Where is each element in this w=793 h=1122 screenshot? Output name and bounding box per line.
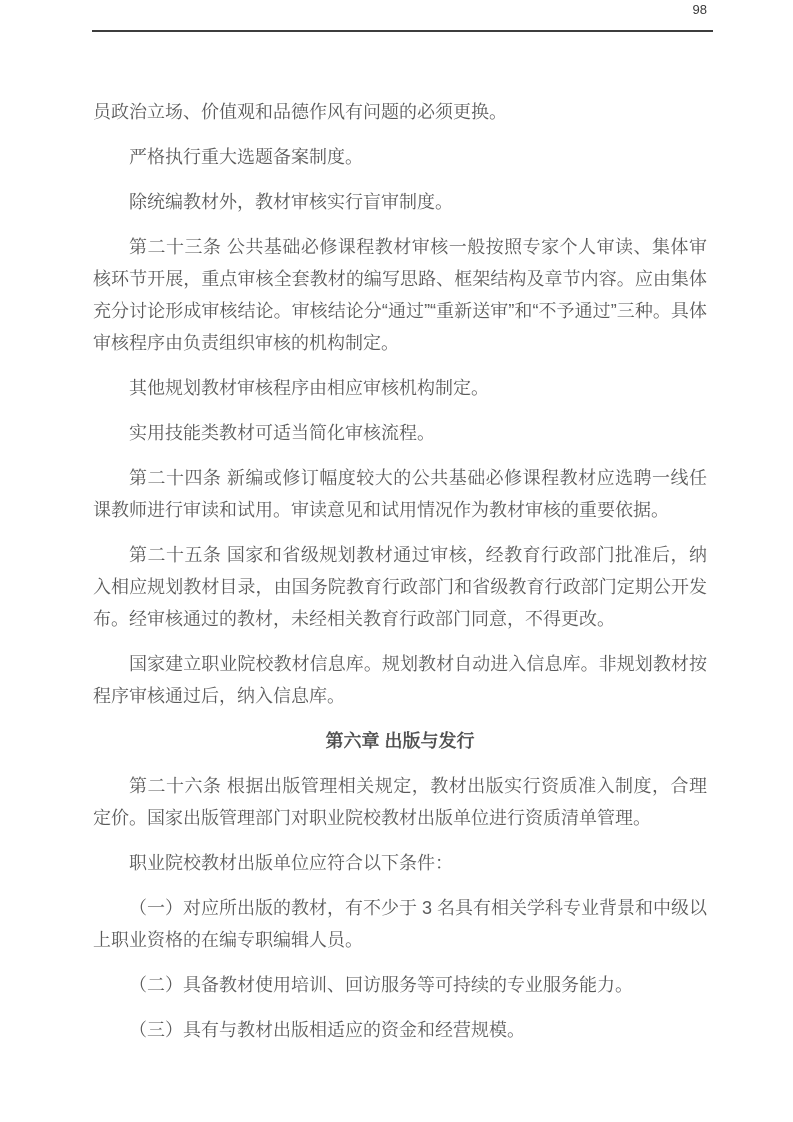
paragraph: 其他规划教材审核程序由相应审核机构制定。 [129, 378, 489, 398]
paragraph-article-24: 第二十四条 新编或修订幅度较大的公共基础必修课程教材应选聘一线任课教师进行审读和试用。审读意见和试用情况作为教材审核的重要依据。 [93, 468, 707, 520]
paragraph: 员政治立场、价值观和品德作风有问题的必须更换。 [93, 102, 507, 122]
paragraph-article-23: 第二十三条 公共基础必修课程教材审核一般按照专家个人审读、集体审核环节开展，重点审核全套教材的编写思路、框架结构及章节内容。应由集体充分讨论形成审核结论。审核结论分“通过”“重新送审”和“不予通过”三种。具体审核程序由负责组织审核的机构制定。 [93, 237, 707, 353]
list-item-3: （三）具有与教材出版相适应的资金和经营规模。 [129, 1020, 525, 1040]
header-rule [92, 30, 713, 32]
page-content [93, 96, 707, 1059]
paragraph: 职业院校教材出版单位应符合以下条件： [129, 853, 453, 873]
paragraph: 除统编教材外，教材审核实行盲审制度。 [129, 192, 453, 212]
paragraph: 国家建立职业院校教材信息库。规划教材自动进入信息库。非规划教材按程序审核通过后，纳入信息库。 [93, 654, 707, 706]
list-item-2: （二）具备教材使用培训、回访服务等可持续的专业服务能力。 [129, 975, 633, 995]
paragraph: 严格执行重大选题备案制度。 [129, 147, 363, 167]
paragraph-article-25: 第二十五条 国家和省级规划教材通过审核，经教育行政部门批准后，纳入相应规划教材目录，由国务院教育行政部门和省级教育行政部门定期公开发布。经审核通过的教材，未经相关教育行政部门同意，不得更改。 [93, 545, 707, 629]
chapter-heading: 第六章 出版与发行 [325, 731, 475, 751]
paragraph-article-26: 第二十六条 根据出版管理相关规定，教材出版实行资质准入制度，合理定价。国家出版管理部门对职业院校教材出版单位进行资质清单管理。 [93, 776, 707, 828]
list-item-1: （一）对应所出版的教材，有不少于 3 名具有相关学科专业背景和中级以上职业资格的在编专职编辑人员。 [93, 898, 708, 950]
page-number: 98 [692, 2, 707, 17]
paragraph: 实用技能类教材可适当简化审核流程。 [129, 423, 435, 443]
